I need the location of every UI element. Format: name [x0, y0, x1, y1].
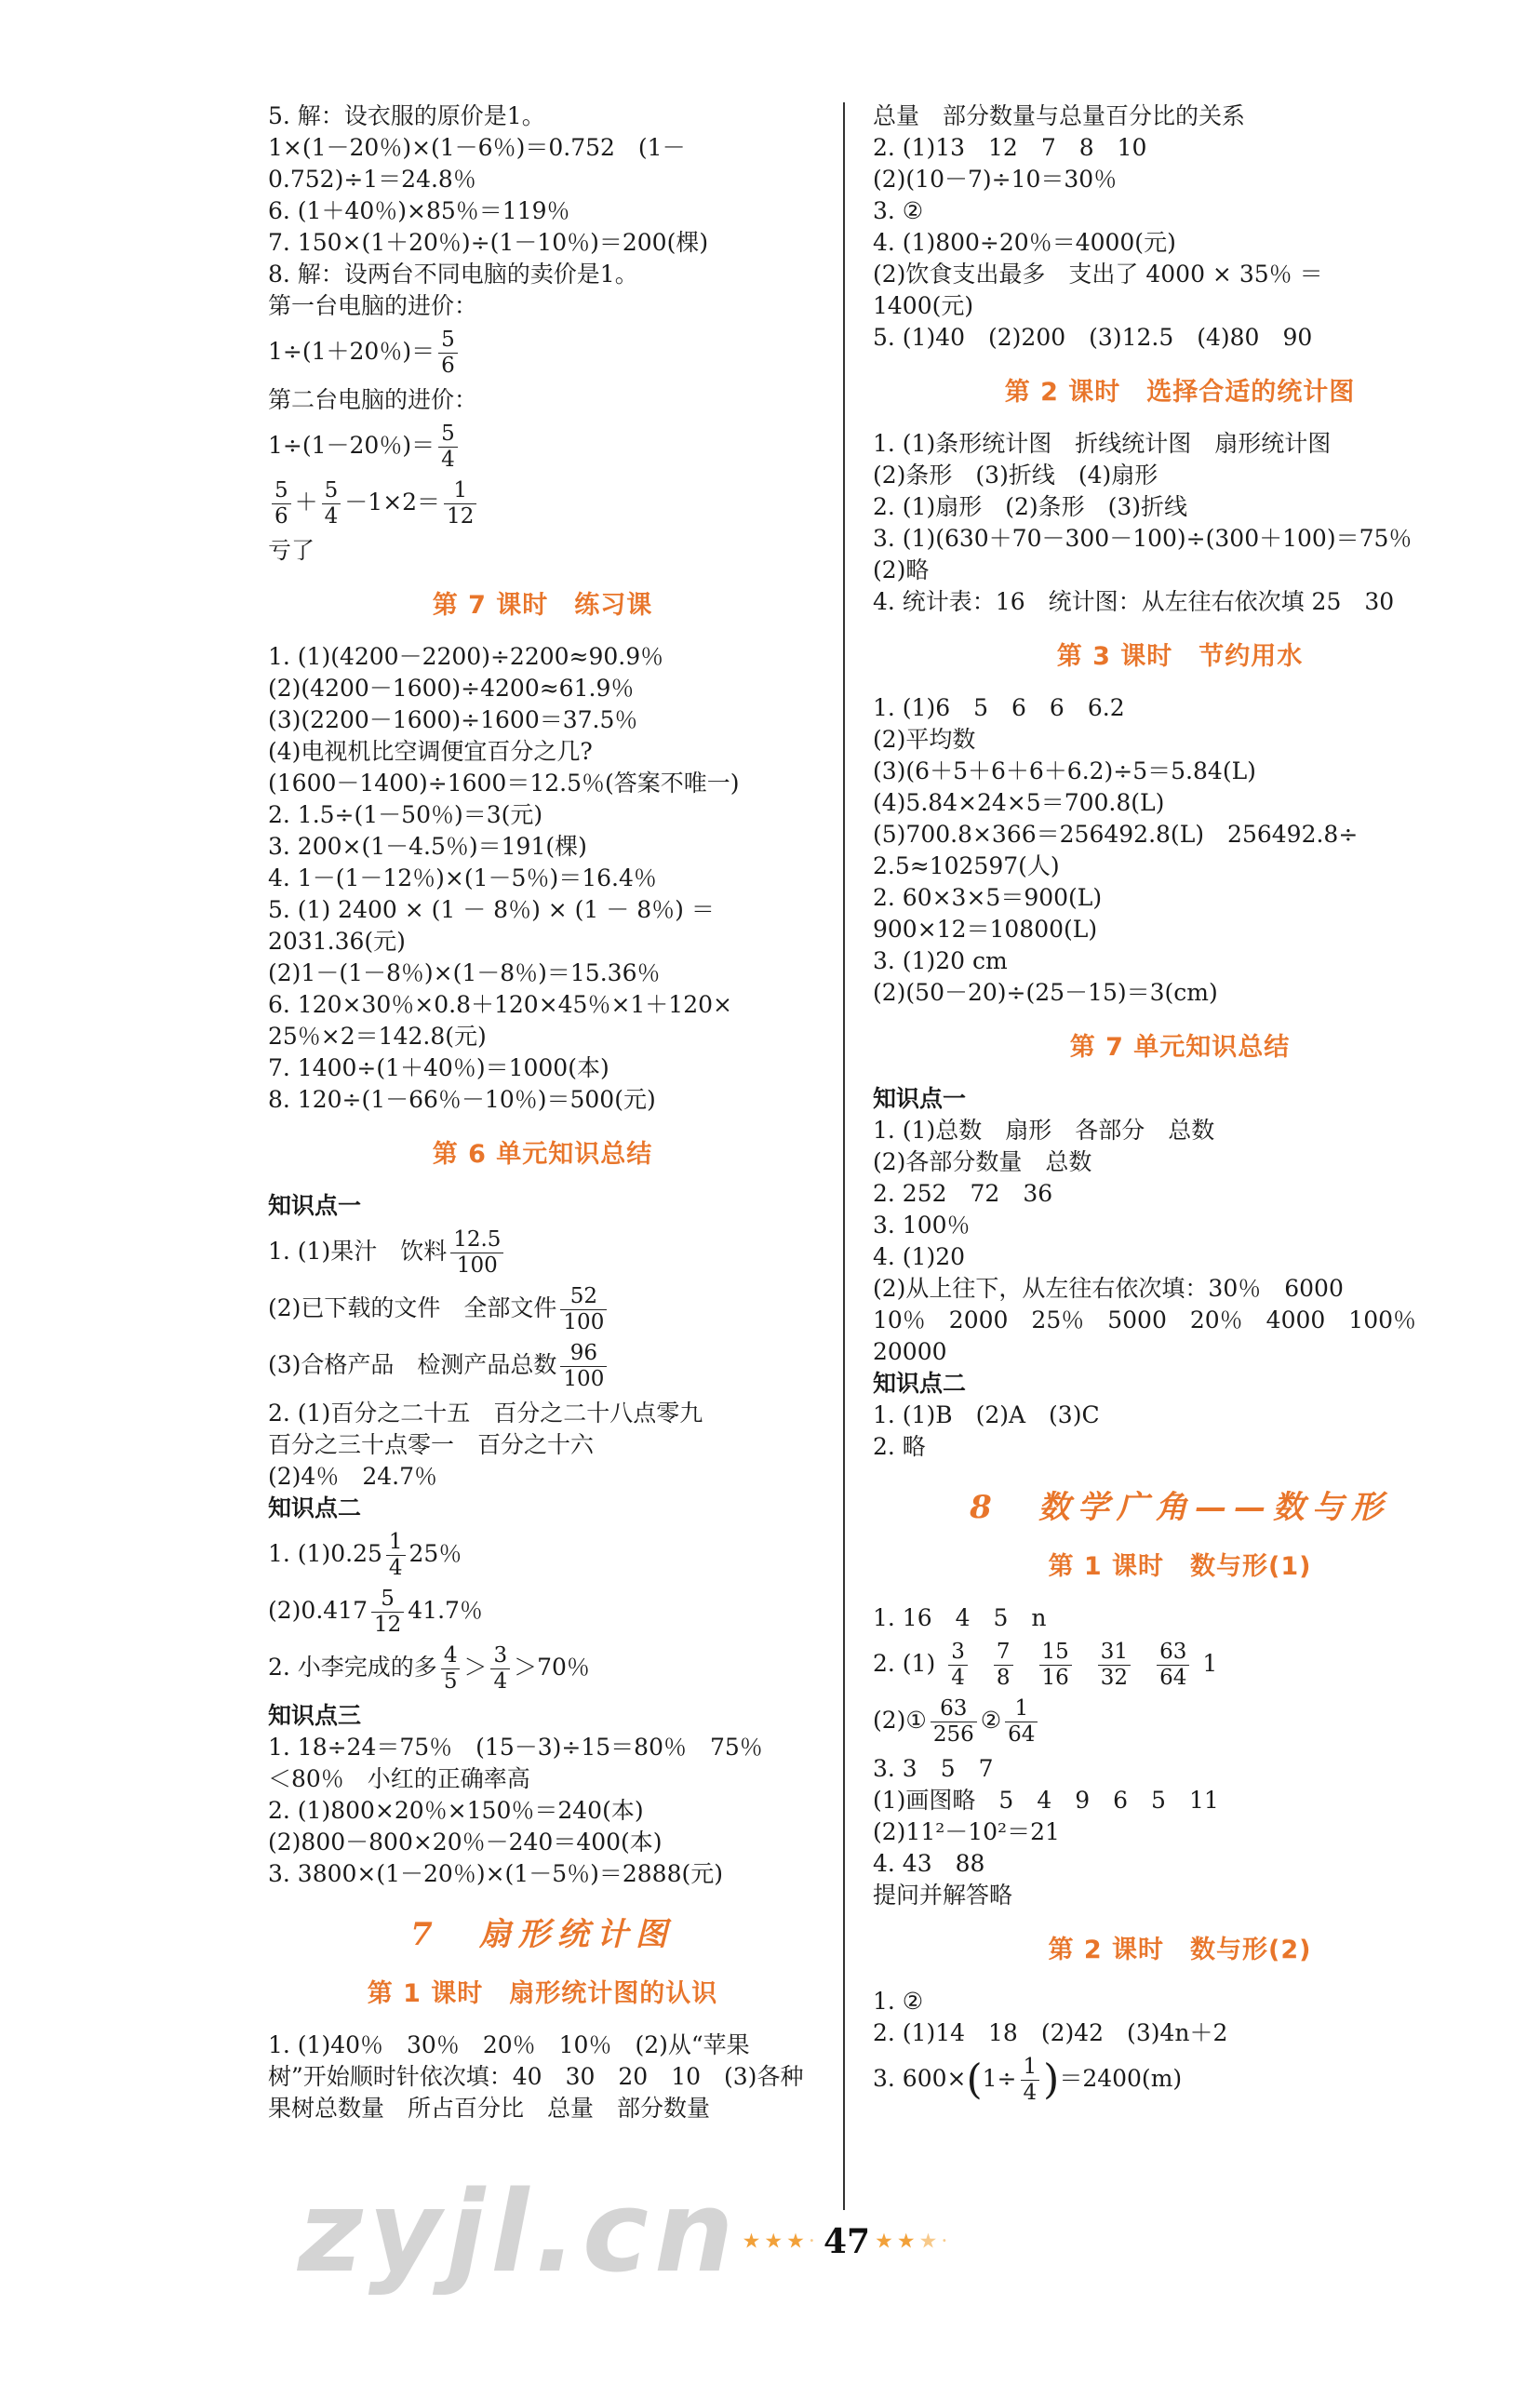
fraction: $\frac{5}{6}$: [272, 478, 291, 529]
answer-line: (2)(10－7)÷10＝30％: [873, 166, 1118, 193]
knowledge-point-2: 知识点二: [873, 1370, 967, 1397]
answer-line: 10％ 2000 25％ 5000 20％ 4000 100％: [873, 1306, 1417, 1333]
answer-line: 1. (1)6 5 6 6 6.2: [873, 694, 1125, 721]
answer-line: 3. (1)(630＋70－300－100)÷(300＋100)＝75％: [873, 525, 1413, 552]
unit-title-8: 8 数学广角——数与形: [970, 1489, 1390, 1526]
unit-title-7: 7 扇形统计图: [410, 1916, 675, 1953]
answer-line: 7. 1400÷(1＋40％)＝1000(本): [268, 1054, 609, 1081]
answer-line: 6. 120×30％×0.8＋120×45％×1＋120×: [268, 991, 732, 1018]
answer-line: 总量 部分数量与总量百分比的关系: [873, 102, 1246, 129]
answer-line: 4. (1)20: [873, 1243, 966, 1270]
lesson7-2-answers: [873, 428, 1487, 618]
answer-line: 1. (1)B (2)A (3)C: [873, 1401, 1100, 1428]
section-title-7-1: 第 1 课时 扇形统计图的认识: [367, 1979, 718, 2008]
answer-line: (4)5.84×24×5＝700.8(L): [873, 789, 1165, 816]
answer-line: 4. 43 88: [873, 1850, 985, 1877]
lesson7-1-continued: [873, 100, 1487, 354]
fraction: $\frac{3}{4}$: [948, 1640, 968, 1691]
sec81-l1: 1. 16 4 5 n: [873, 1604, 1047, 1631]
answer-line: 5. (1) 2400 × (1 － 8％) × (1 － 8％) ＝: [268, 896, 715, 923]
unit6-kp3-answers: [268, 1732, 817, 1890]
section-title-lesson7: 第 7 课时 练习课: [432, 591, 653, 620]
star-icon-group-left: ★★★: [742, 2230, 809, 2254]
fraction: $\frac{52}{100}$: [560, 1284, 607, 1335]
answer-line: 8. 120÷(1－66％－10％)＝500(元): [268, 1086, 656, 1113]
answer-line: 2. (1)扇形 (2)条形 (3)折线: [873, 493, 1188, 520]
sec81-l2: 2. (1) $\frac{3}{4}$ $\frac{7}{8}$ $\frac{15}{16}$ $\frac{31}{32}$ $\frac{63}{64}$ 1: [873, 1640, 1218, 1690]
answer-line: 第一台电脑的进价：: [268, 292, 478, 319]
answer-line: (2)800－800×20％－240＝400(本): [268, 1829, 663, 1856]
knowledge-point-1: 知识点一: [873, 1085, 967, 1112]
answer-line: 1. (1)(4200－2200)÷2200≈90.9％: [268, 643, 664, 670]
fraction: $\frac{96}{100}$: [560, 1341, 607, 1392]
section-title-unit6-summary: 第 6 单元知识总结: [432, 1140, 653, 1169]
answer-line: (2)略: [873, 556, 930, 583]
page-footer: [651, 2222, 1042, 2269]
answer-line: 2. 252 72 36: [873, 1180, 1053, 1207]
column-divider: [843, 102, 845, 2210]
fraction: $\frac{1}{12}$: [444, 478, 476, 529]
fraction: $\frac{5}{4}$: [322, 478, 341, 529]
answer-line: 8. 解：设两台不同电脑的卖价是1。: [268, 261, 638, 288]
sec81-rest: [873, 1753, 1487, 1911]
answer-line: 2. 略: [873, 1433, 926, 1460]
answer-line: 3. ②: [873, 197, 924, 224]
lesson7-3-answers: [873, 692, 1487, 1009]
q8-second-label: 第二台电脑的进价：: [268, 386, 478, 413]
section-title-8-1: 第 1 课时 数与形(1): [1048, 1552, 1312, 1581]
answer-line: 1. (1)条形统计图 折线统计图 扇形统计图: [873, 430, 1332, 457]
section-title-7-3: 第 3 课时 节约用水: [1056, 642, 1304, 671]
answer-line: 3. 100％: [873, 1212, 971, 1239]
answer-line: 2. 1.5÷(1－50％)＝3(元): [268, 801, 543, 828]
q8-conclusion: 亏了: [268, 537, 315, 564]
sec82-l1: 1. ②: [873, 1988, 924, 2015]
unit6-b2: (2)0.417 $\frac{5}{12}$ 41.7％: [268, 1587, 483, 1637]
answer-line: 20000: [873, 1338, 947, 1365]
answer-line: 2031.36(元): [268, 928, 406, 955]
answer-line: 2.5≈102597(人): [873, 852, 1060, 879]
knowledge-point-3: 知识点三: [268, 1702, 362, 1729]
answer-line: 3. 200×(1－4.5％)＝191(棵): [268, 833, 587, 860]
fraction: $\frac{1}{4}$: [1021, 2055, 1040, 2106]
answer-line: 3. 3 5 7: [873, 1755, 994, 1782]
answer-line: (2)11²－10²＝21: [873, 1818, 1060, 1845]
answer-line: 5. 解：设衣服的原价是1。: [268, 102, 545, 129]
answer-line: 果树总数量 所占百分比 总量 部分数量: [268, 2095, 711, 2122]
fraction: $\frac{5}{4}$: [438, 422, 458, 473]
answer-line: (1600－1400)÷1600＝12.5％(答案不唯一): [268, 770, 740, 797]
answer-line: 2. (1)13 12 7 8 10: [873, 134, 1147, 161]
fraction: $\frac{5}{12}$: [371, 1587, 404, 1638]
answer-line: 3. (1)20 cm: [873, 947, 1008, 974]
fraction: $\frac{63}{256}$: [931, 1696, 977, 1748]
answer-line: 5. (1)40 (2)200 (3)12.5 (4)80 90: [873, 324, 1313, 351]
sec81-l3: (2)① $\frac{63}{256}$ ② $\frac{1}{64}$: [873, 1696, 1487, 1748]
page-number: 47: [823, 2222, 871, 2261]
unit6-a1: 1. (1)果汁 饮料 $\frac{12.5}{100}$: [268, 1227, 817, 1279]
answer-line: ＜80％ 小红的正确率高: [268, 1765, 530, 1792]
sec82-l3: 3. 600×(1÷ $\frac{1}{4}$ )＝2400(m): [873, 2055, 1183, 2105]
fraction: $\frac{4}{5}$: [441, 1643, 461, 1695]
answer-line: 0.752)÷1＝24.8％: [268, 166, 476, 193]
answer-line: (3)(2200－1600)÷1600＝37.5％: [268, 706, 638, 733]
answer-line: 7. 150×(1＋20％)÷(1－10％)＝200(棵): [268, 229, 709, 256]
q8-equation-1: 1÷(1＋20％)＝ $\frac{5}{6}$: [268, 328, 817, 379]
sec82-l2: 2. (1)14 18 (2)42 (3)4n＋2: [873, 2019, 1228, 2046]
star-icon-faint-left: ·: [808, 2230, 819, 2254]
answer-line: (2)各部分数量 总数: [873, 1148, 1092, 1175]
answer-line: 6. (1＋40％)×85％＝119％: [268, 197, 570, 224]
knowledge-point-2: 知识点二: [268, 1494, 362, 1521]
fraction: $\frac{15}{16}$: [1039, 1640, 1072, 1691]
fraction: $\frac{5}{6}$: [438, 328, 458, 379]
watermark: zyjl.cn: [298, 2168, 740, 2298]
answer-line: 25％×2＝142.8(元): [268, 1023, 487, 1050]
answer-line: 提问并解答略: [873, 1882, 1013, 1909]
answer-line: (4)电视机比空调便宜百分之几?: [268, 738, 593, 765]
answer-line: 树”开始顺时针依次填：40 30 20 10 (3)各种: [268, 2063, 804, 2090]
fraction: $\frac{3}{4}$: [490, 1643, 510, 1695]
answer-line: 3. 3800×(1－20％)×(1－5％)＝2888(元): [268, 1860, 723, 1887]
answer-line: (2)平均数: [873, 726, 976, 753]
answer-line: 2. 60×3×5＝900(L): [873, 884, 1103, 911]
section-title-7-2: 第 2 课时 选择合适的统计图: [1004, 378, 1356, 407]
answer-line: (3)(6＋5＋6＋6＋6.2)÷5＝5.84(L): [873, 757, 1256, 784]
unit6-l2a: 2. (1)百分之二十五 百分之二十八点零九: [268, 1400, 703, 1427]
answer-line: 1400(元): [873, 292, 974, 319]
fraction: $\frac{1}{4}$: [386, 1530, 406, 1581]
unit6-l2c: (2)4％ 24.7％: [268, 1463, 437, 1490]
section-title-unit7-summary: 第 7 单元知识总结: [1069, 1033, 1291, 1062]
q8-equation-3: $\frac{5}{6}$ ＋ $\frac{5}{4}$ －1×2＝ $\frac{1}{12}$: [268, 478, 817, 529]
fraction: $\frac{31}{32}$: [1098, 1640, 1131, 1691]
knowledge-point-1: 知识点一: [268, 1192, 362, 1219]
q5-q8-answers: [268, 100, 817, 322]
answer-line: (2)(50－20)÷(25－15)＝3(cm): [873, 979, 1218, 1006]
answer-line: (1)画图略 5 4 9 6 5 11: [873, 1787, 1219, 1814]
lesson7-1-answers: [268, 2030, 817, 2124]
answer-line: (2)(4200－1600)÷4200≈61.9％: [268, 675, 635, 702]
answer-line: 4. 统计表：16 统计图：从左往右依次填 25 30: [873, 588, 1395, 615]
star-icon-faint-right: ★·: [918, 2230, 952, 2254]
answer-line: (2)饮食支出最多 支出了 4000 × 35％ ＝: [873, 261, 1323, 288]
fraction: $\frac{1}{64}$: [1005, 1696, 1038, 1748]
section-title-8-2: 第 2 课时 数与形(2): [1048, 1936, 1312, 1964]
unit6-b1: 1. (1)0.25 $\frac{1}{4}$ 25％: [268, 1530, 462, 1580]
answer-line: 2. (1)800×20％×150％＝240(本): [268, 1797, 644, 1824]
q8-equation-2: 1÷(1－20％)＝ $\frac{5}{4}$: [268, 422, 817, 473]
star-icon-group-right: ★★: [875, 2230, 919, 2254]
left-column: [268, 100, 817, 2124]
unit6-a3: (3)合格产品 检测产品总数 $\frac{96}{100}$: [268, 1341, 817, 1392]
unit6-b3: 2. 小李完成的多 $\frac{4}{5}$ ＞ $\frac{3}{4}$ ＞70％: [268, 1643, 590, 1694]
answer-line: 900×12＝10800(L): [873, 916, 1098, 943]
answer-line: (2)条形 (3)折线 (4)扇形: [873, 462, 1158, 489]
answer-line: 1×(1－20％)×(1－6％)＝0.752 (1－: [268, 134, 686, 161]
lesson7-answers: [268, 641, 817, 1116]
answer-line: (5)700.8×366＝256492.8(L) 256492.8÷: [873, 821, 1359, 848]
answer-line: (2)1－(1－8％)×(1－8％)＝15.36％: [268, 959, 661, 986]
fraction: $\frac{7}{8}$: [994, 1640, 1013, 1691]
answer-line: 1. 18÷24＝75％ (15－3)÷15＝80％ 75％: [268, 1734, 763, 1761]
fraction: $\frac{12.5}{100}$: [450, 1227, 503, 1279]
answer-line: 4. 1－(1－12％)×(1－5％)＝16.4％: [268, 864, 657, 891]
unit6-l2b: 百分之三十点零一 百分之十六: [268, 1431, 595, 1458]
unit7-kp1-answers: [873, 1115, 1487, 1368]
fraction: $\frac{63}{64}$: [1157, 1640, 1189, 1691]
answer-line: 1. (1)总数 扇形 各部分 总数: [873, 1117, 1215, 1144]
unit6-a2: (2)已下载的文件 全部文件 $\frac{52}{100}$: [268, 1284, 817, 1335]
unit7-kp2-answers: [873, 1400, 1487, 1463]
answer-line: 4. (1)800÷20％＝4000(元): [873, 229, 1176, 256]
answer-line: 1. (1)40％ 30％ 20％ 10％ (2)从“苹果: [268, 2031, 750, 2058]
sequence-limit: 1: [1202, 1650, 1218, 1677]
right-column: [873, 100, 1487, 2111]
answer-line: (2)从上往下，从左往右依次填：30％ 6000: [873, 1275, 1344, 1302]
